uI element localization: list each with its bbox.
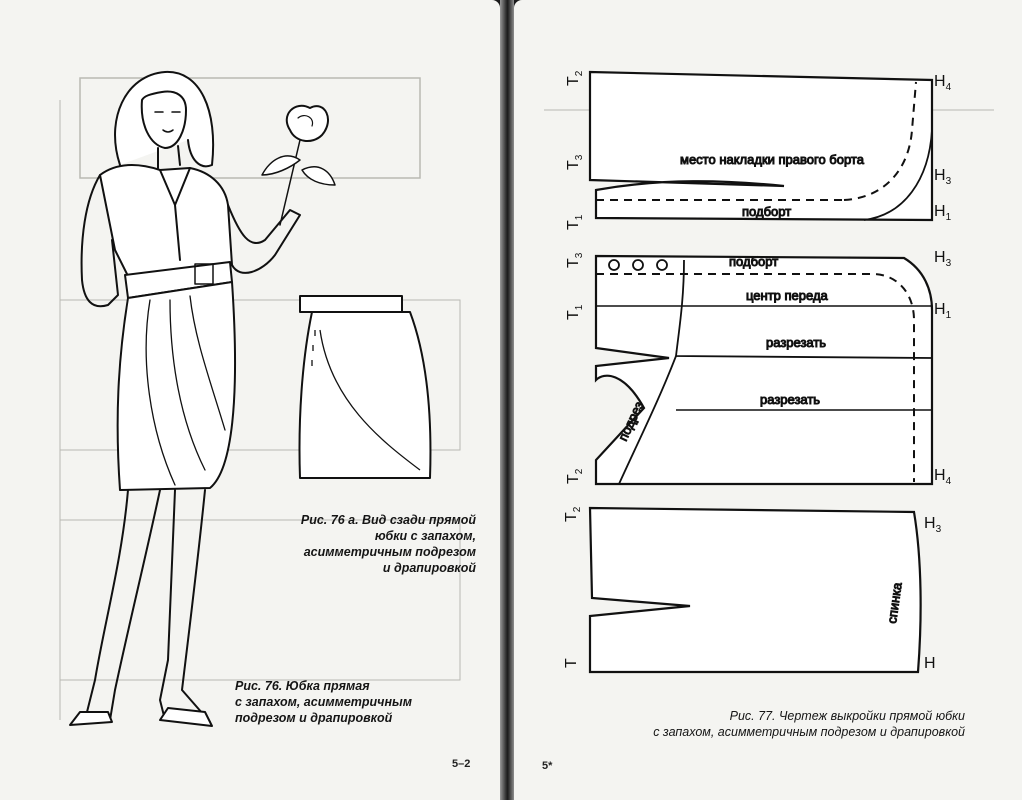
caption-line: юбки с запахом, (374, 529, 476, 543)
point-mark-t: T (563, 658, 580, 668)
point-mark-t3: $T_3$ (565, 252, 585, 268)
point-mark-h1: $H_1$ (934, 203, 952, 223)
facing-label-2: подборт (729, 254, 779, 269)
point-mark-h3: $H_3$ (924, 515, 942, 535)
book-gutter (500, 0, 514, 800)
caption-line: с запахом, асимметричным (235, 695, 412, 709)
figure-76-caption (235, 678, 435, 726)
point-mark-h: H (924, 655, 936, 672)
point-mark-t1: $T_1$ (565, 214, 585, 230)
point-mark-t1: $T_1$ (565, 304, 585, 320)
caption-line: асимметричным подрезом (303, 545, 476, 559)
facing-label: подборт (742, 204, 792, 219)
page-number: 5–2 (452, 758, 471, 770)
cut-label-1: разрезать (766, 335, 827, 350)
point-mark-t2: $T_2$ (563, 506, 583, 522)
back-label: спинка (884, 581, 905, 625)
skirt-pattern-drawing (514, 0, 1022, 800)
left-page (0, 0, 500, 800)
center-front-label: центр переда (746, 288, 828, 303)
point-mark-h3: $H_3$ (934, 249, 952, 269)
front-piece (596, 254, 932, 484)
point-mark-h1: $H_1$ (934, 301, 952, 321)
caption-line: с запахом, асимметричным подрезом и драпировкой (653, 725, 965, 739)
page-number: 5* (542, 760, 553, 772)
fashion-figure-illustration (70, 72, 335, 726)
caption-line: Рис. 76. Юбка прямая (235, 679, 370, 693)
skirt-back-view-illustration (300, 296, 431, 478)
back-piece (590, 508, 921, 672)
point-mark-t2: $T_2$ (565, 70, 585, 86)
caption-line: Рис. 77. Чертеж выкройки прямой юбки (729, 709, 965, 723)
caption-line: и драпировкой (382, 561, 476, 575)
cut-label-2: разрезать (760, 392, 821, 407)
caption-line: подрезом и драпировкой (235, 711, 393, 725)
yoke-label: подрез (615, 399, 647, 444)
right-page (514, 0, 1022, 800)
point-mark-t3: $T_3$ (565, 154, 585, 170)
caption-line: Рис. 76 а. Вид сзади прямой (300, 513, 476, 527)
figure-76a-caption (290, 512, 476, 576)
point-mark-h4: $H_4$ (934, 73, 952, 93)
front-facing-piece (590, 72, 932, 220)
point-mark-h3: $H_3$ (934, 167, 952, 187)
point-mark-t2: $T_2$ (565, 468, 585, 484)
overlay-label: место накладки правого борта (680, 152, 864, 167)
figure-77-caption (620, 708, 965, 740)
point-mark-h4: $H_4$ (934, 467, 952, 487)
